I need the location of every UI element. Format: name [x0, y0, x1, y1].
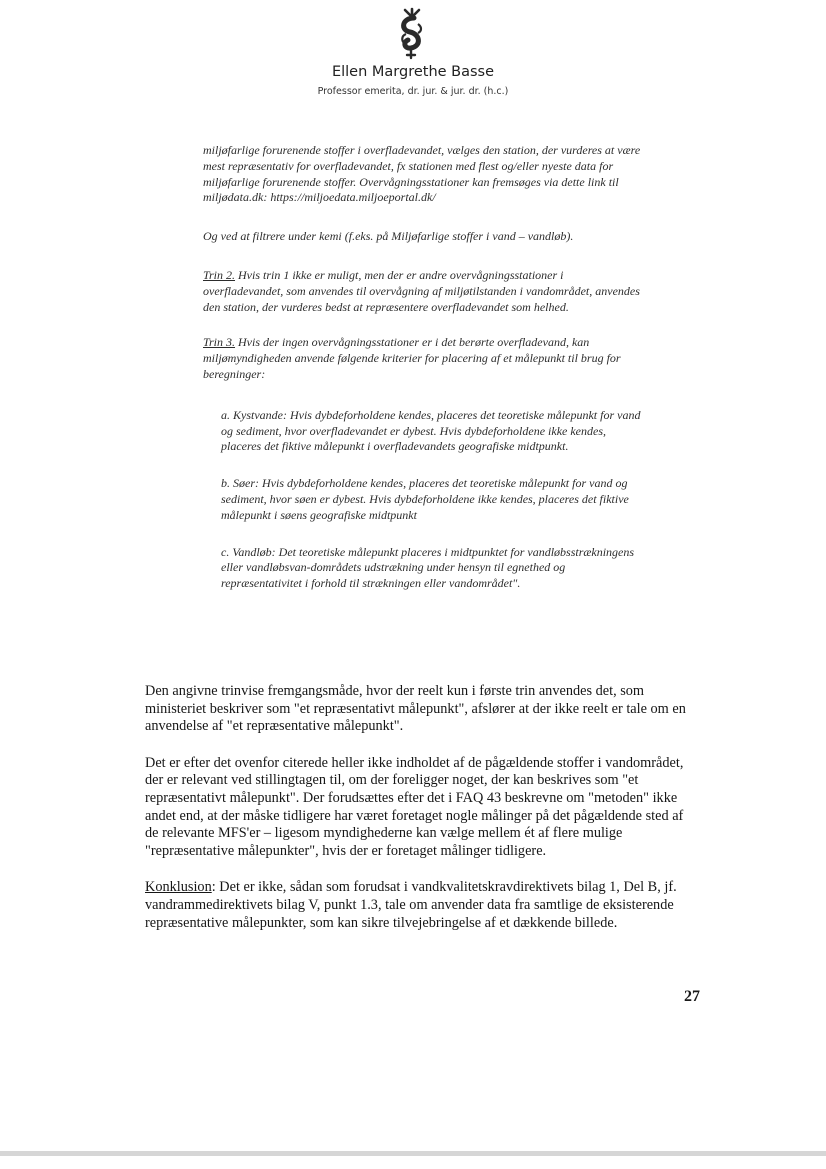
body-paragraph: Den angivne trinvise fremgangsmåde, hvor der reelt kun i første trin anvendes det, som ministeriet beskriver som "et repræsentativt målepunkt", afslører at der ikke reelt er tale om en anvendelse af "et repræsentative målepunkt".	[145, 683, 686, 735]
quote-trin-2	[203, 268, 645, 315]
trin-2-label: Trin 2.	[203, 267, 236, 282]
quote-paragraph: Og ved at filtrere under kemi (f.eks. på Miljøfarlige stoffer i vand – vandløb).	[203, 229, 574, 244]
quote-paragraph: miljøfarlige forurenende stoffer i overfladevandet, vælges den station, der vurderes at være mest repræsentativ for overfladevandet, fx stationen med flest og/eller nyeste data for miljøfarlige forurenende stoffer. Overvågningsstationer kan fremsøges via dette link til miljødata.dk: https://miljoedata.miljoeportal.dk/	[203, 143, 641, 205]
scan-edge-divider	[0, 1151, 826, 1156]
author-name: Ellen Margrethe Basse	[331, 64, 495, 80]
trin-3-text: Hvis der ingen overvågningsstationer er i det berørte overfladevand, kan miljømyndigheden anvende følgende kriterier for placering af et målepunkt til brug for beregninger:	[203, 335, 621, 381]
body-paragraph: Det er efter det ovenfor citerede heller ikke indholdet af de pågældende stoffer i vandområdet, der er relevant ved stillingtagen til, om der foreligger noget, der kan beskrives som "et repræsentativt målepunkt". Der forudsættes efter det i FAQ 43 beskrevne om "metoden" ikke andet end, at der måske tidligere har været foretaget nogle målinger på det pågældende sted af de relevante MFS'er – ligesom myndighederne kan vælge mellem ét af flere mulige "repræsentative målepunkter", hvis der er foretaget målinger tidligere.	[145, 754, 684, 859]
quote-trin-3	[203, 335, 645, 382]
trin-2-text: Hvis trin 1 ikke er muligt, men der er andre overvågningsstationer i overfladevandet, som anvendes til overvågning af miljøtilstanden i vandområdet, anvendes den station, der vurderes bedst at repræsentere overfladevandet som helhed.	[203, 267, 640, 314]
ornament-logo-icon	[392, 6, 432, 62]
trin-3-label: Trin 3.	[203, 335, 236, 350]
conclusion-label: Konklusion	[145, 879, 212, 896]
conclusion-paragraph	[145, 879, 700, 932]
conclusion-text: : Det er ikke, sådan som forudsat i vandkvalitetskravdirektivets bilag 1, Del B, jf. vandrammedirektivets bilag V, punkt 1.3, tale om anvender data fra samtlige de eksisterende repræsentative målepunkter, som kan sikre tilvejebringelse af et dækkende billede.	[145, 879, 677, 931]
body-text	[145, 683, 700, 951]
quote-item-a: a. Kystvande: Hvis dybdeforholdene kendes, placeres det teoretiske målepunkt for vand og sediment, hvor overfladevandet er dybest. Hvis dybdeforholdene ikke kendes, placeres det fiktive målepunkt i overfladevandets geografiske midtpunkt.	[221, 407, 641, 454]
page-number: 27	[684, 988, 700, 1005]
author-title: Professor emerita, dr. jur. & jur. dr. (h.c.)	[317, 86, 509, 97]
quote-item-c: c. Vandløb: Det teoretiske målepunkt placeres i midtpunktet for vandløbsstrækningens eller vandløbsvan-dområdets udstrækning under hensyn til egnethed og repræsentativitet i forhold til strækningen eller vandområdet".	[221, 544, 635, 591]
quote-item-b: b. Søer: Hvis dybdeforholdene kendes, placeres det teoretiske målepunkt for vand og sediment, hvor søen er dybest. Hvis dybdeforholdene ikke kendes, placeres det fiktive målepunkt i søens geografiske midtpunkt	[221, 476, 629, 522]
quoted-passage	[203, 143, 645, 613]
